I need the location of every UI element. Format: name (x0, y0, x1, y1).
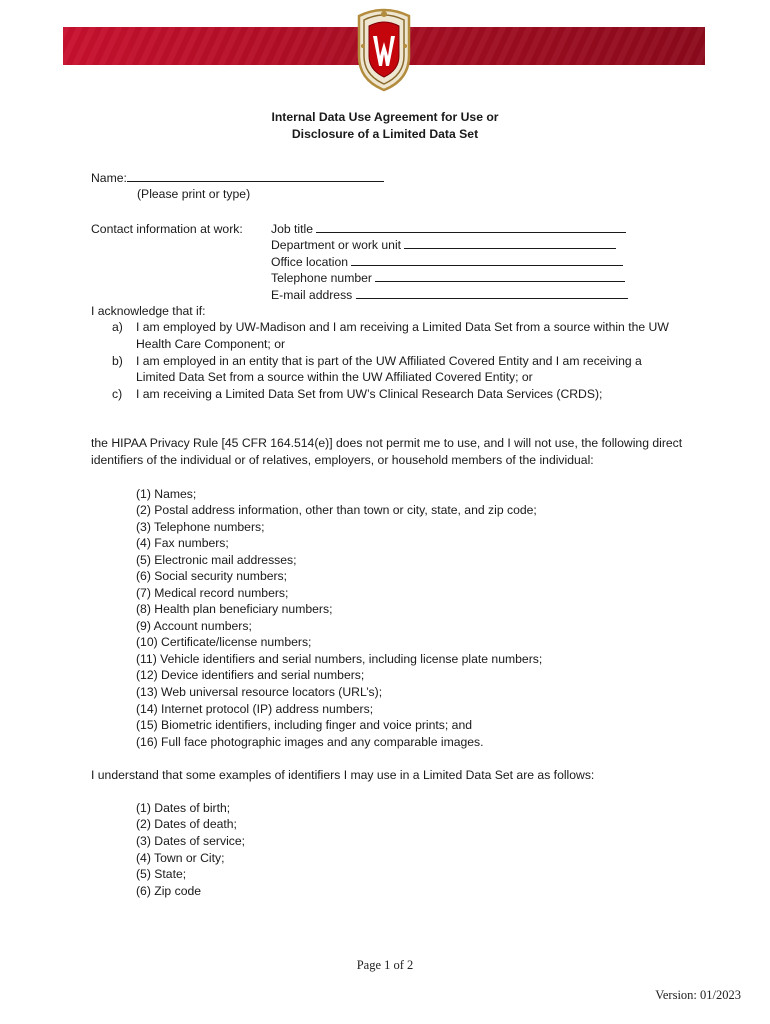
identifier-item: (9) Account numbers; (136, 619, 252, 633)
hipaa-line-1: the HIPAA Privacy Rule [45 CFR 164.514(e)] does not permit me to use, and I will not use, the following direct (91, 436, 683, 450)
identifier-item: (12) Device identifiers and serial numbers; (136, 668, 365, 682)
ack-item-b-marker: b) (112, 354, 123, 368)
identifier-item: (13) Web universal resource locators (URL’s); (136, 685, 383, 699)
identifier-item: (3) Telephone numbers; (136, 520, 265, 534)
document-title-line-1: Internal Data Use Agreement for Use or (271, 110, 499, 124)
job-title-row (271, 221, 626, 237)
telephone-input-line[interactable] (375, 270, 625, 282)
example-item: (2) Dates of death; (136, 817, 237, 831)
department-label: Department or work unit (271, 238, 402, 252)
example-item: (6) Zip code (136, 884, 202, 898)
identifier-item: (11) Vehicle identifiers and serial numbers, including license plate numbers; (136, 652, 543, 666)
email-label: E-mail address (271, 288, 353, 302)
identifier-item: (1) Names; (136, 487, 197, 501)
examples-intro: I understand that some examples of identifiers I may use in a Limited Data Set are as follows: (91, 768, 595, 782)
office-location-row (271, 254, 623, 270)
acknowledge-intro: I acknowledge that if: (91, 304, 206, 318)
ack-item-c-line-1: I am receiving a Limited Data Set from UW’s Clinical Research Data Services (CRDS); (136, 387, 603, 401)
example-item: (4) Town or City; (136, 851, 225, 865)
identifier-item: (10) Certificate/license numbers; (136, 635, 312, 649)
version-label: Version: 01/2023 (655, 988, 741, 1002)
ack-item-a-line-1: I am employed by UW-Madison and I am receiving a Limited Data Set from a source within the UW (136, 320, 669, 334)
page-number: Page 1 of 2 (356, 958, 414, 972)
contact-label: Contact information at work: (91, 222, 243, 236)
identifier-item: (8) Health plan beneficiary numbers; (136, 602, 333, 616)
telephone-label: Telephone number (271, 271, 372, 285)
office-location-input-line[interactable] (351, 254, 623, 266)
example-item: (5) State; (136, 867, 187, 881)
department-input-line[interactable] (404, 237, 616, 249)
ack-item-c-marker: c) (112, 387, 123, 401)
uw-crest-icon (355, 6, 413, 92)
ack-item-b-line-1: I am employed in an entity that is part of the UW Affiliated Covered Entity and I am receiving a (136, 354, 642, 368)
example-item: (1) Dates of birth; (136, 801, 231, 815)
name-hint: (Please print or type) (137, 187, 251, 201)
job-title-label: Job title (271, 222, 314, 236)
office-location-label: Office location (271, 255, 349, 269)
identifier-item: (4) Fax numbers; (136, 536, 229, 550)
identifier-item: (5) Electronic mail addresses; (136, 553, 297, 567)
email-input-line[interactable] (356, 287, 628, 299)
department-row (271, 237, 616, 253)
name-field-row (91, 170, 384, 186)
hipaa-line-2: identifiers of the individual or of relatives, employers, or household members of the individual: (91, 453, 594, 467)
telephone-row (271, 270, 625, 286)
document-title-line-2: Disclosure of a Limited Data Set (291, 127, 479, 141)
identifier-item: (2) Postal address information, other than town or city, state, and zip code; (136, 503, 537, 517)
identifier-item: (6) Social security numbers; (136, 569, 288, 583)
job-title-input-line[interactable] (316, 221, 626, 233)
identifier-item: (14) Internet protocol (IP) address numbers; (136, 702, 374, 716)
identifier-item: (15) Biometric identifiers, including finger and voice prints; and (136, 718, 473, 732)
ack-item-a-line-2: Health Care Component; or (136, 337, 286, 351)
identifier-item: (7) Medical record numbers; (136, 586, 289, 600)
name-label: Name: (91, 171, 127, 185)
ack-item-a-marker: a) (112, 320, 123, 334)
identifier-item: (16) Full face photographic images and any comparable images. (136, 735, 484, 749)
name-input-line[interactable] (127, 170, 384, 182)
ack-item-b-line-2: Limited Data Set from a source within the UW Affiliated Covered Entity; or (136, 370, 533, 384)
email-row (271, 287, 628, 303)
example-item: (3) Dates of service; (136, 834, 246, 848)
